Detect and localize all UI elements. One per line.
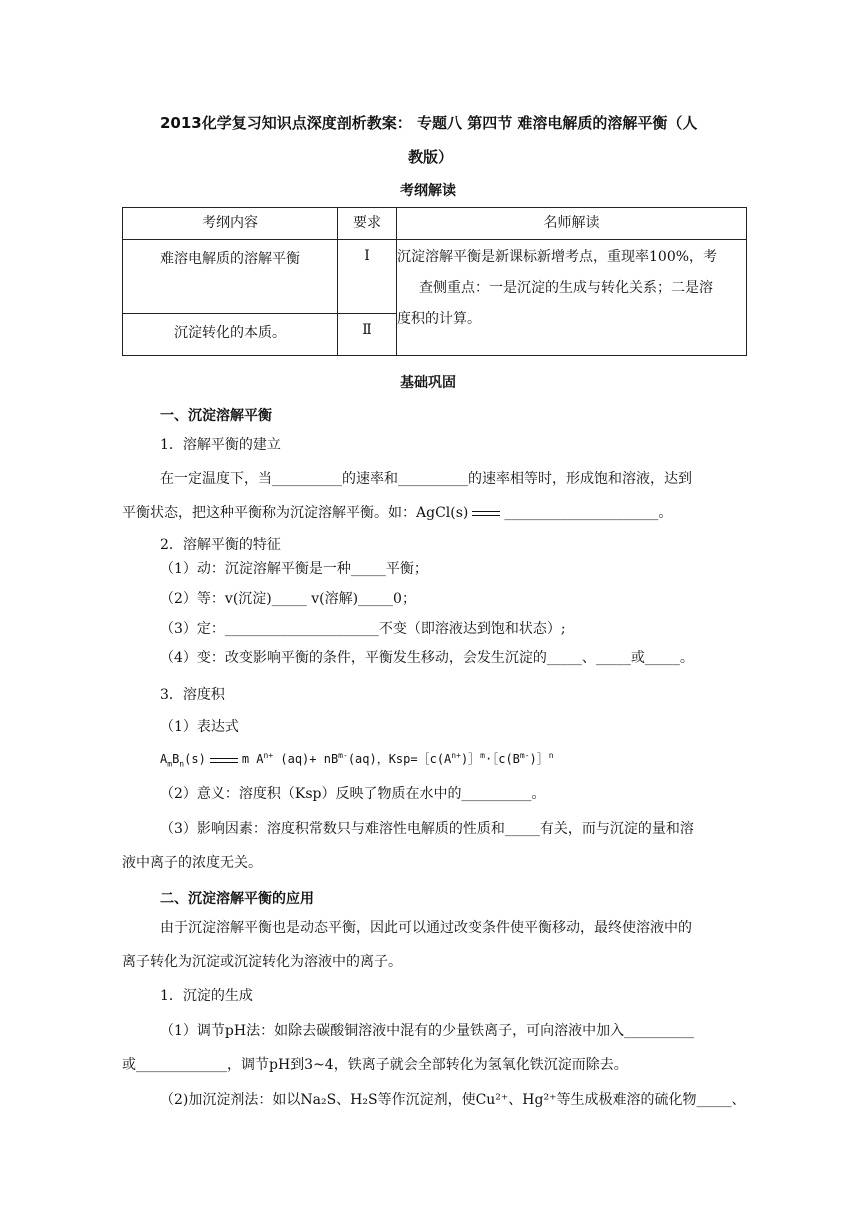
- para-1b: [122, 506, 672, 520]
- ksp-expression: $A_mB_n(s)$ m $A^{n+}$ $(aq)+ nB^{m-}(aq)$，$Ksp=[c(A^{n+})]^m\cdot[c(B^{m-})]^n$: [160, 751, 554, 769]
- table-header-row: [123, 208, 747, 240]
- header-level: 要求: [338, 208, 397, 240]
- para-1b-text: 平衡状态，把这种平衡称为沉淀溶解平衡。如：AgCl(s): [122, 505, 469, 521]
- feature-3: （3）定：______________________不变（即溶液达到饱和状态）;: [160, 621, 566, 637]
- section-heading-jichu: 基础巩固: [400, 375, 456, 391]
- section-heading-kaogang: 考纲解读: [400, 183, 456, 199]
- ksp-2: （2）意义：溶度积（Ksp）反映了物质在水中的__________。: [160, 786, 546, 802]
- heading-1: 一、沉淀溶解平衡: [160, 408, 272, 424]
- subheading-4: 1．沉淀的生成: [160, 988, 253, 1004]
- row2-level: Ⅱ: [338, 314, 397, 356]
- row1-content: 难溶电解质的溶解平衡: [123, 240, 338, 314]
- subheading-3: 3．溶度积: [160, 687, 225, 703]
- header-content: 考纲内容: [123, 208, 338, 240]
- equilibrium-arrow-icon: [210, 755, 238, 765]
- doc-title-line1: 2013化学复习知识点深度剖析教案： 专题八 第四节 难溶电解质的溶解平衡（人: [160, 114, 698, 132]
- gen-1b: 或_____________，调节pH到3~4，铁离子就会全部转化为氢氧化铁沉淀而除去。: [122, 1057, 628, 1073]
- teacher-note: [397, 240, 747, 356]
- gen-2: （2)加沉淀剂法：如以Na₂S、H₂S等作沉淀剂，使Cu²⁺、Hg²⁺等生成极难溶的硫化物_____、: [160, 1092, 746, 1108]
- ksp-3a: （3）影响因素：溶度积常数只与难溶性电解质的性质和_____有关，而与沉淀的量和溶: [160, 821, 694, 837]
- gen-1a: （1）调节pH法：如除去碳酸铜溶液中混有的少量铁离子，可向溶液中加入__________: [160, 1023, 695, 1039]
- row2-content: 沉淀转化的本质。: [123, 314, 338, 356]
- para-1b-blank: ______________________。: [504, 505, 673, 521]
- app-para-a: 由于沉淀溶解平衡也是动态平衡，因此可以通过改变条件使平衡移动，最终使溶液中的: [160, 920, 692, 936]
- row1-level: Ⅰ: [338, 240, 397, 314]
- ksp-1: （1）表达式: [160, 719, 239, 735]
- para-1a: 在一定温度下，当__________的速率和__________的速率相等时，形成饱和溶液，达到: [160, 471, 692, 487]
- table-row: [123, 240, 747, 314]
- ksp-3b: 液中离子的浓度无关。: [122, 855, 262, 871]
- heading-2: 二、沉淀溶解平衡的应用: [160, 891, 314, 907]
- header-note: 名师解读: [397, 208, 747, 240]
- subheading-2: 2．溶解平衡的特征: [160, 537, 281, 553]
- feature-2-label: （2）等：: [160, 591, 225, 607]
- doc-title-line2: 教版）: [408, 148, 454, 166]
- feature-2: [160, 592, 416, 606]
- equilibrium-arrow-icon: [472, 508, 500, 518]
- note-line-2: 查侧重点：一是沉淀的生成与转化关系；二是溶: [419, 280, 713, 296]
- feature-1: （1）动：沉淀溶解平衡是一种_____平衡；: [160, 561, 428, 577]
- subheading-1: 1．溶解平衡的建立: [160, 437, 281, 453]
- note-line-1: 沉淀溶解平衡是新课标新增考点，重现率100%，考: [397, 249, 718, 265]
- app-para-b: 离子转化为沉淀或沉淀转化为溶液中的离子。: [122, 954, 402, 970]
- note-line-3: 度积的计算。: [397, 311, 481, 327]
- syllabus-table: [122, 207, 747, 356]
- feature-4: （4）变：改变影响平衡的条件，平衡发生移动，会发生沉淀的_____、_____或_____。: [160, 650, 694, 666]
- feature-2-body: v(沉淀)_____ v(溶解)_____0；: [224, 591, 416, 607]
